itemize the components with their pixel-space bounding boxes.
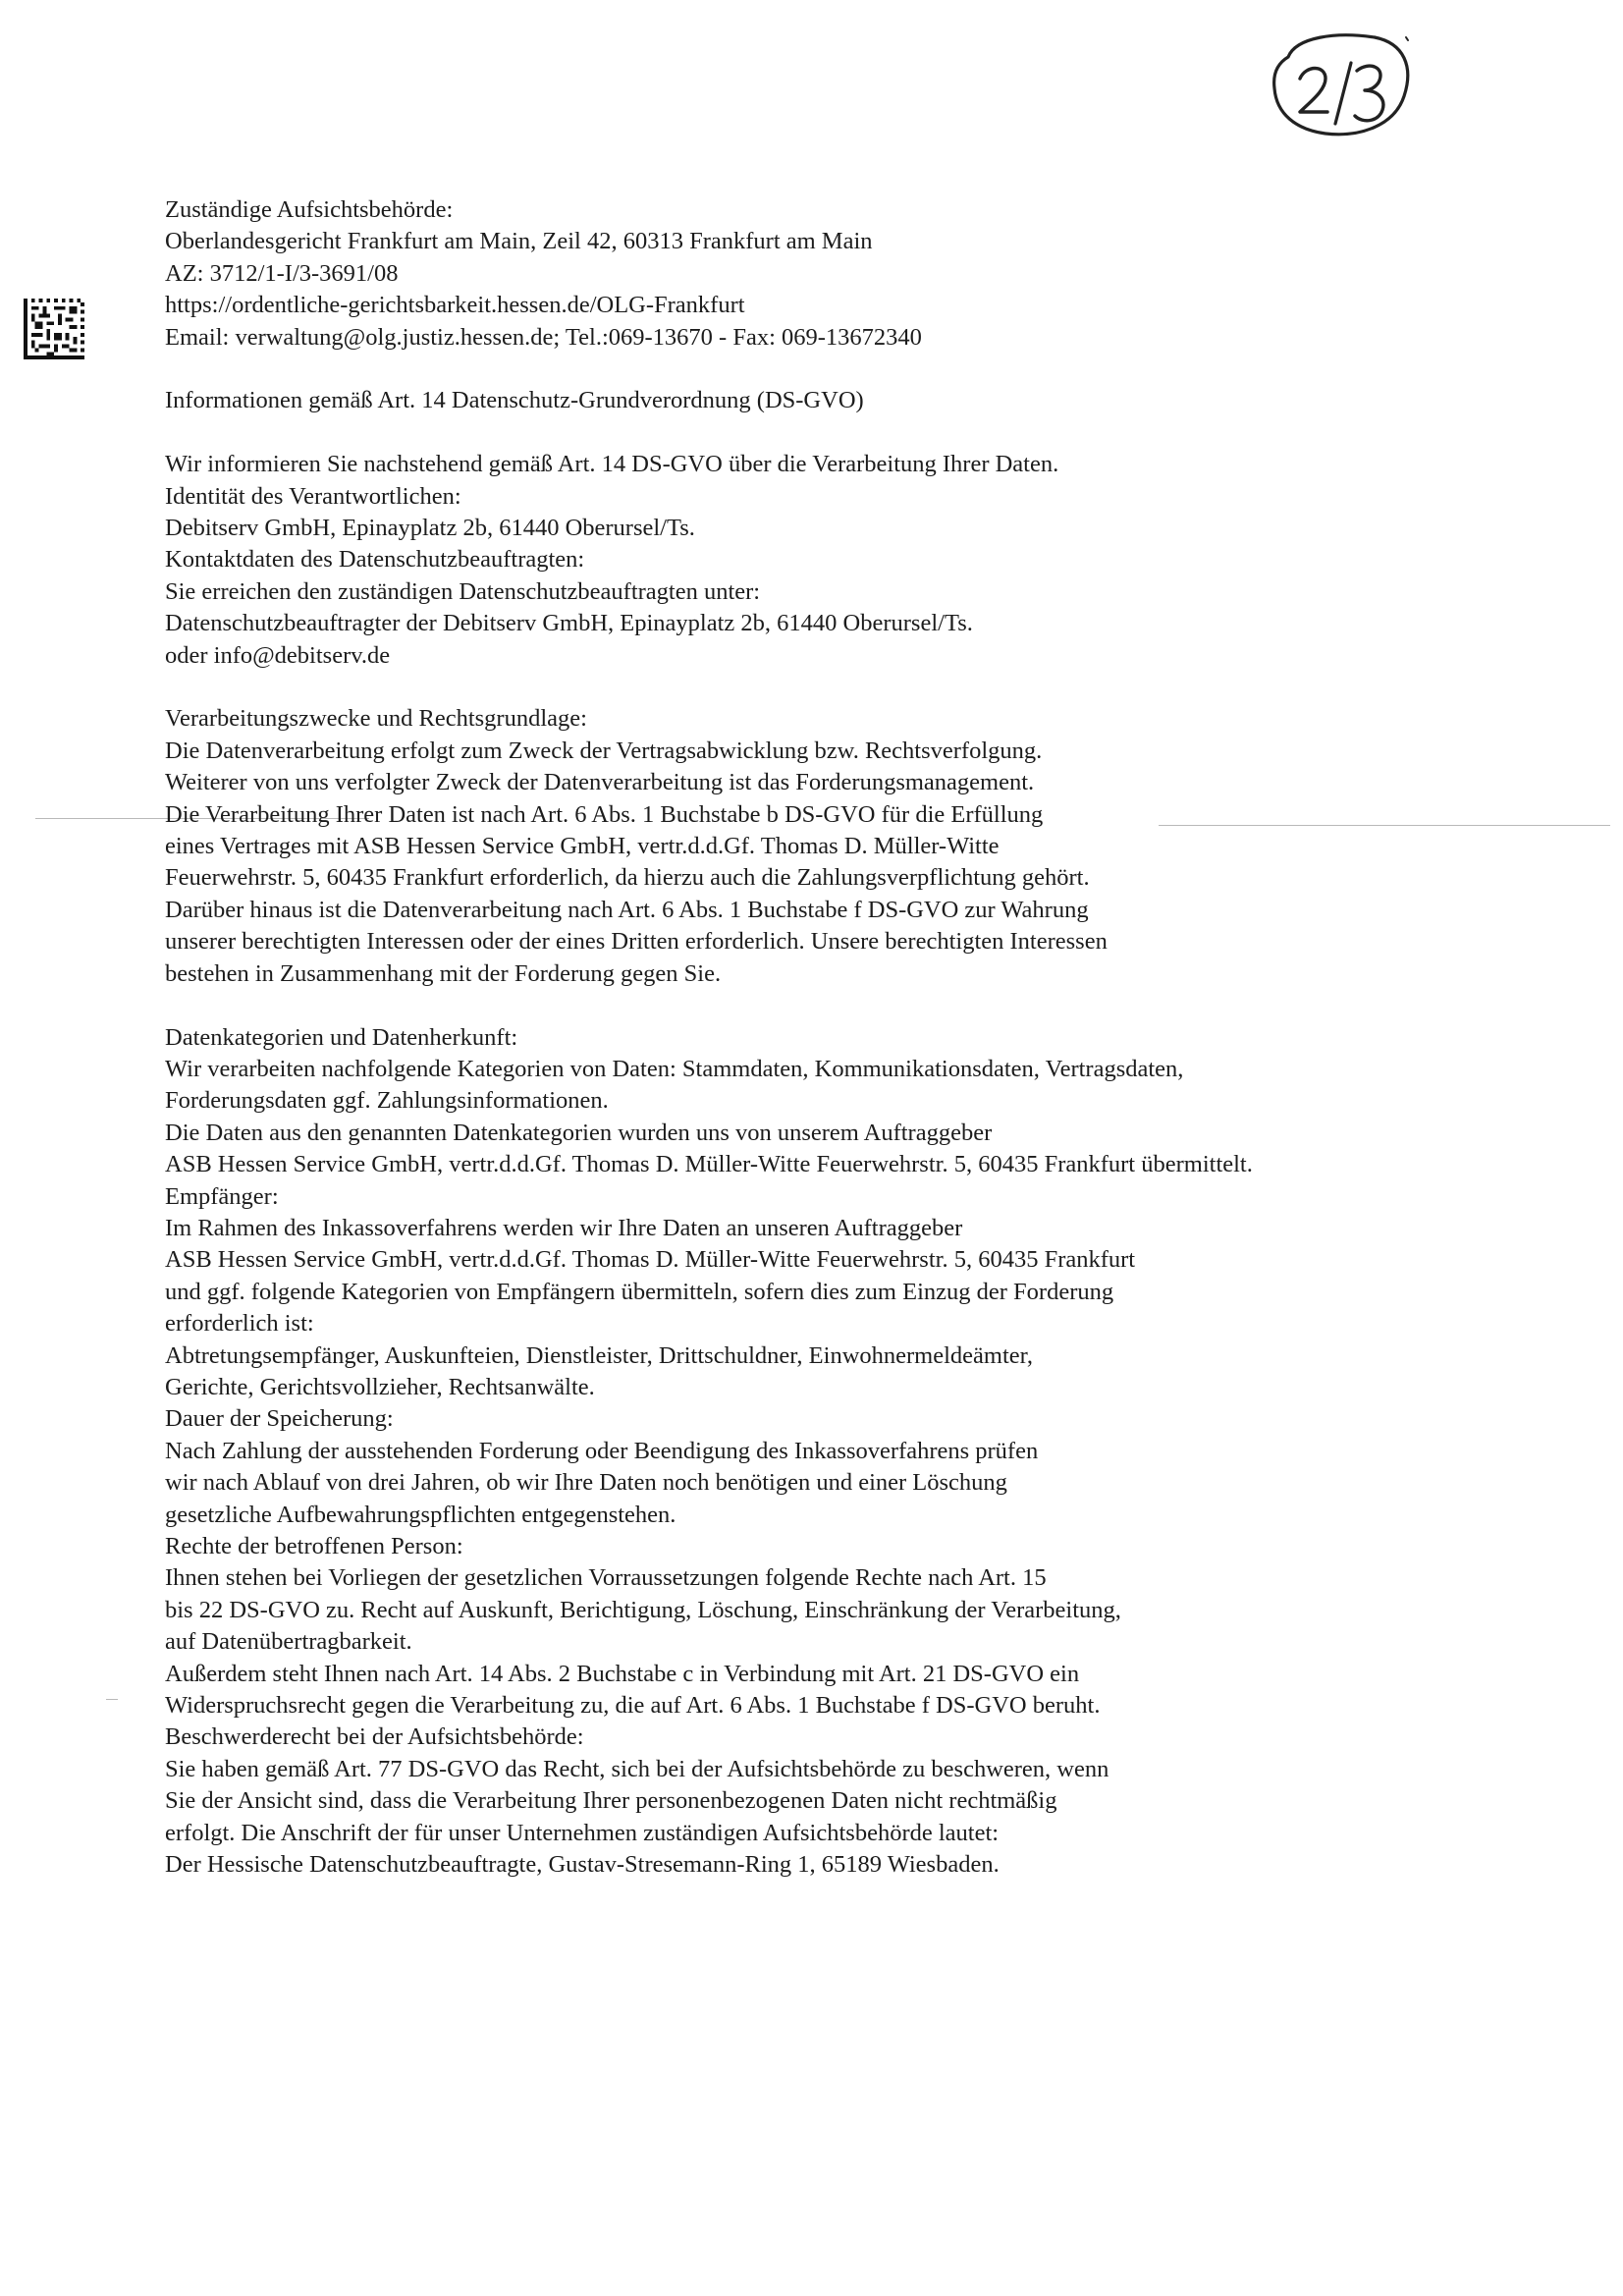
text-line: eines Vertrages mit ASB Hessen Service GmbH, vertr.d.d.Gf. Thomas D. Müller-Witte [165,833,1000,860]
text-line: Weiterer von uns verfolgter Zweck der Datenverarbeitung ist das Forderungsmanagement. [165,769,1035,796]
spacer [165,990,1461,1021]
text-line: Datenkategorien und Datenherkunft: [165,1023,518,1051]
handwritten-page-number [1267,27,1414,145]
spacer [165,417,1461,449]
spacer [165,354,1461,385]
datamatrix-code-drawing [24,299,84,359]
gdpr-info-title: Informationen gemäß Art. 14 Datenschutz-Grundverordnung (DS-GVO) [165,387,864,414]
controller-block [165,449,1461,672]
text-line: bestehen in Zusammenhang mit der Forderung gegen Sie. [165,959,722,987]
text-line: Gerichte, Gerichtsvollzieher, Rechtsanwälte. [165,1373,595,1400]
text-line: Darüber hinaus ist die Datenverarbeitung nach Art. 6 Abs. 1 Buchstabe f DS-GVO zur Wahrung [165,896,1089,923]
text-line: Kontaktdaten des Datenschutzbeauftragten: [165,546,585,574]
reference-number: AZ: 3712/1-I/3-3691/08 [165,259,399,287]
text-line: Die Verarbeitung Ihrer Daten ist nach Art. 6 Abs. 1 Buchstabe b DS-GVO für die Erfüllung [165,800,1044,828]
text-line: Außerdem steht Ihnen nach Art. 14 Abs. 2 Buchstabe c in Verbindung mit Art. 21 DS-GVO ein [165,1660,1080,1687]
text-line: Die Datenverarbeitung erfolgt zum Zweck der Vertragsabwicklung bzw. Rechtsverfolgung. [165,737,1043,764]
text-line: Sie haben gemäß Art. 77 DS-GVO das Recht, sich bei der Aufsichtsbehörde zu beschweren, wenn [165,1755,1109,1782]
text-line: Wir informieren Sie nachstehend gemäß Art. 14 DS-GVO über die Verarbeitung Ihrer Daten. [165,451,1059,478]
text-line: Wir verarbeiten nachfolgende Kategorien von Daten: Stammdaten, Kommunikationsdaten, Vertragsdaten, [165,1055,1184,1082]
text-line: Verarbeitungszwecke und Rechtsgrundlage: [165,705,587,733]
text-line: Dauer der Speicherung: [165,1405,394,1433]
text-line: erfolgt. Die Anschrift der für unser Unternehmen zuständigen Aufsichtsbehörde lautet: [165,1819,1000,1846]
text-line: Sie der Ansicht sind, dass die Verarbeitung Ihrer personenbezogenen Daten nicht rechtmäßig [165,1787,1057,1815]
text-line: auf Datenübertragbarkeit. [165,1628,412,1656]
text-line: Datenschutzbeauftragter der Debitserv GmbH, Epinayplatz 2b, 61440 Oberursel/Ts. [165,610,973,637]
spacer [165,672,1461,703]
text-line: ASB Hessen Service GmbH, vertr.d.d.Gf. Thomas D. Müller-Witte Feuerwehrstr. 5, 60435 Frankfurt übermittelt. [165,1151,1253,1178]
text-line: unserer berechtigten Interessen oder der eines Dritten erforderlich. Unsere berechtigten Interessen [165,928,1108,956]
categories-block [165,1022,1461,1882]
text-line: Die Daten aus den genannten Datenkategorien wurden uns von unserem Auftraggeber [165,1119,993,1146]
text-line: Ihnen stehen bei Vorliegen der gesetzlichen Vorraussetzungen folgende Rechte nach Art. 15 [165,1564,1047,1592]
court-website: https://ordentliche-gerichtsbarkeit.hessen.de/OLG-Frankfurt [165,292,745,319]
text-line: Beschwerderecht bei der Aufsichtsbehörde: [165,1723,584,1751]
text-line: Forderungsdaten ggf. Zahlungsinformationen. [165,1087,609,1115]
text-line: Feuerwehrstr. 5, 60435 Frankfurt erforderlich, da hierzu auch die Zahlungsverpflichtung gehört. [165,864,1090,892]
court-contact: Email: verwaltung@olg.justiz.hessen.de; Tel.:069-13670 - Fax: 069-13672340 [165,323,922,351]
handwritten-page-number-drawing [1267,27,1414,145]
court-address: Oberlandesgericht Frankfurt am Main, Zeil 42, 60313 Frankfurt am Main [165,228,873,255]
datamatrix-code [24,299,84,359]
text-line: Debitserv GmbH, Epinayplatz 2b, 61440 Oberursel/Ts. [165,515,695,542]
document-body [165,194,1461,1881]
text-line: Im Rahmen des Inkassoverfahrens werden wir Ihre Daten an unseren Auftraggeber [165,1214,963,1241]
supervisory-authority-heading: Zuständige Aufsichtsbehörde: [165,196,454,223]
text-line: Sie erreichen den zuständigen Datenschutzbeauftragten unter: [165,577,761,605]
text-line: und ggf. folgende Kategorien von Empfängern übermitteln, sofern dies zum Einzug der Forderung [165,1278,1114,1305]
text-line: oder info@debitserv.de [165,641,391,669]
text-line: gesetzliche Aufbewahrungspflichten entgegenstehen. [165,1501,676,1528]
text-line: Abtretungsempfänger, Auskunfteien, Dienstleister, Drittschuldner, Einwohnermeldeämter, [165,1341,1033,1369]
text-line: erforderlich ist: [165,1310,314,1338]
purposes-block [165,703,1461,990]
text-line: wir nach Ablauf von drei Jahren, ob wir Ihre Daten noch benötigen und einer Löschung [165,1469,1007,1497]
text-line: Der Hessische Datenschutzbeauftragte, Gustav-Stresemann-Ring 1, 65189 Wiesbaden. [165,1851,1000,1879]
text-line: Widerspruchsrecht gegen die Verarbeitung zu, die auf Art. 6 Abs. 1 Buchstabe f DS-GVO beruht. [165,1692,1101,1720]
supervisory-authority-block [165,194,1461,354]
text-line: Nach Zahlung der ausstehenden Forderung oder Beendigung des Inkassoverfahrens prüfen [165,1437,1039,1464]
text-line: ASB Hessen Service GmbH, vertr.d.d.Gf. Thomas D. Müller-Witte Feuerwehrstr. 5, 60435 Frankfurt [165,1246,1136,1274]
scan-artifact-line [106,1699,118,1700]
text-line: bis 22 DS-GVO zu. Recht auf Auskunft, Berichtigung, Löschung, Einschränkung der Verarbeitung, [165,1596,1121,1623]
text-line: Identität des Verantwortlichen: [165,482,461,510]
gdpr-info-title-block [165,385,1461,416]
text-line: Rechte der betroffenen Person: [165,1533,463,1559]
text-line: Empfänger: [165,1182,279,1210]
